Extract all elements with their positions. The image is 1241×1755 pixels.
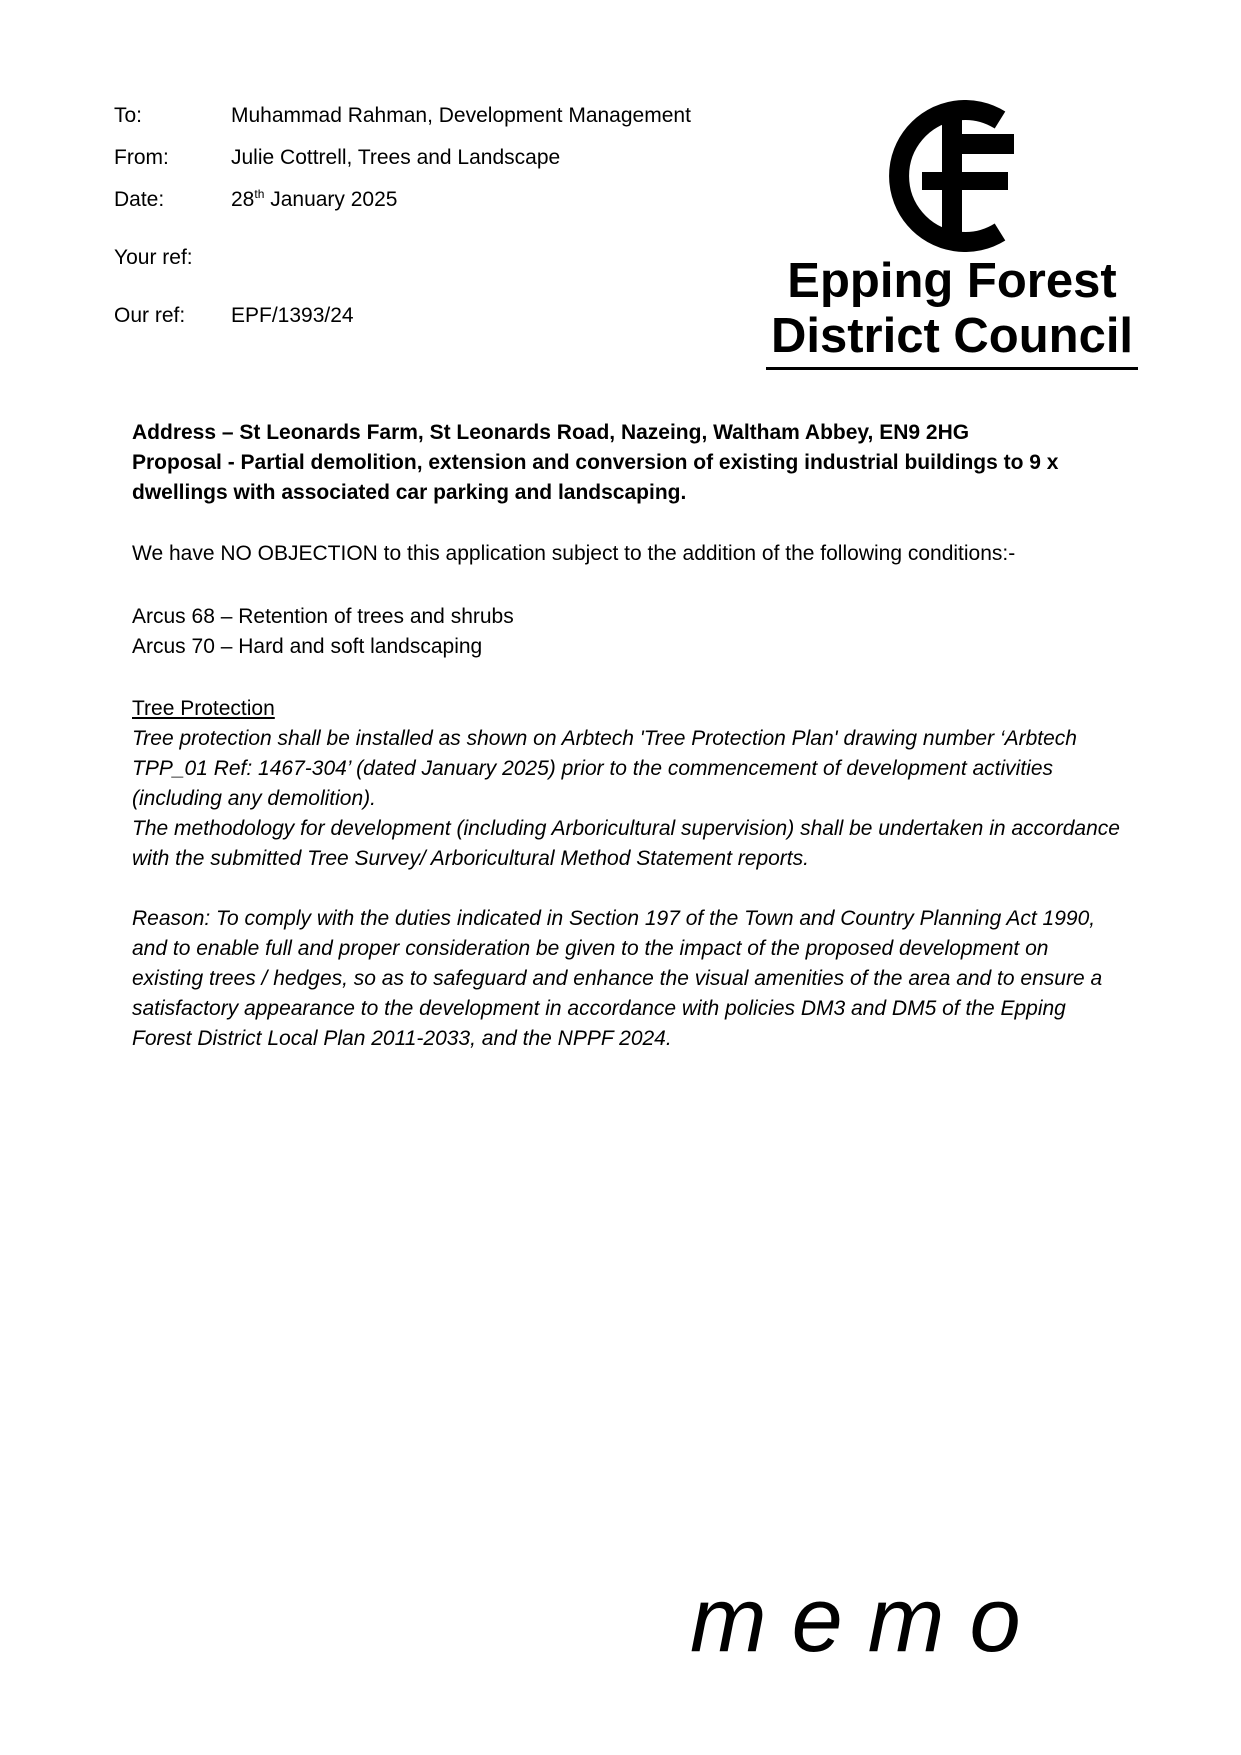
memo-wordmark: memo	[690, 1569, 1046, 1671]
your-ref-label: Your ref:	[114, 246, 193, 269]
efdc-logo-icon	[884, 100, 1014, 252]
condition-item: Arcus 70 – Hard and soft landscaping	[132, 635, 483, 658]
to-value: Muhammad Rahman, Development Management	[231, 104, 691, 127]
our-ref-label: Our ref:	[114, 304, 186, 327]
objection-statement: We have NO OBJECTION to this application subject to the addition of the following conditions:-	[132, 542, 1016, 565]
from-label: From:	[114, 146, 169, 169]
reason-paragraph: Reason: To comply with the duties indicated in Section 197 of the Town and Country Planning Act 1990, and to enable full and proper consideration be given to the impact of the proposed development on existing trees / hedges, so as to safeguard and enhance the visual amenities of the area and to ensure a satisfactory appearance to the development in accordance with policies DM3 and DM5 of the Epping Forest District Local Plan 2011-2033, and the NPPF 2024.	[132, 907, 1103, 1050]
tree-protection-paragraph: Tree protection shall be installed as shown on Arbtech 'Tree Protection Plan' drawing number ‘Arbtech TPP_01 Ref: 1467-304’ (dated January 2025) prior to the commencement of development activities (including any demolition).	[132, 727, 1077, 810]
our-ref-value: EPF/1393/24	[231, 304, 354, 327]
conditions-list	[132, 602, 1122, 662]
date-value	[231, 187, 397, 213]
methodology-paragraph: The methodology for development (including Arboricultural supervision) shall be undertaken in accordance with the submitted Tree Survey/ Arboricultural Method Statement reports.	[132, 817, 1120, 870]
tree-protection-section	[132, 694, 1122, 874]
proposal-text: Proposal - Partial demolition, extension and conversion of existing industrial buildings to 9 x dwellings with associated car parking and landscaping.	[132, 451, 1059, 504]
condition-item: Arcus 68 – Retention of trees and shrubs	[132, 605, 514, 628]
council-name-line2: District Council	[770, 309, 1134, 363]
tree-protection-heading: Tree Protection	[132, 697, 275, 720]
date-day: 28	[231, 188, 255, 211]
from-value: Julie Cottrell, Trees and Landscape	[231, 146, 561, 169]
date-suffix: th	[254, 187, 265, 201]
to-label: To:	[114, 104, 143, 127]
address-block	[132, 418, 1122, 508]
logo-underline	[766, 367, 1138, 370]
date-label: Date:	[114, 188, 165, 211]
address-line: Address – St Leonards Farm, St Leonards Road, Nazeing, Waltham Abbey, EN9 2HG	[132, 421, 970, 444]
council-name-line1: Epping Forest	[787, 254, 1117, 308]
date-month-year: January 2025	[264, 188, 398, 211]
